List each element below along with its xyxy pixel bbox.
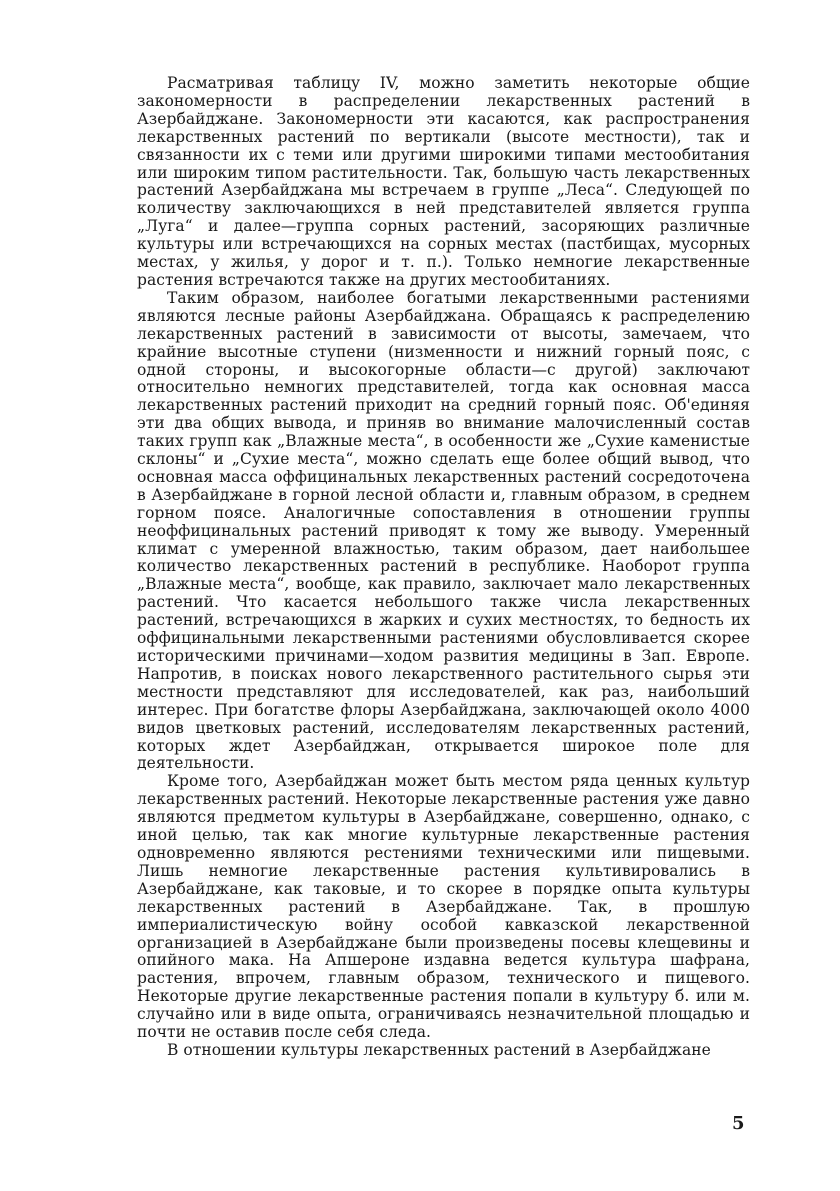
paragraph-3: Кроме того, Азербайджан может быть местом ряда ценных культур лекарственных растений. Некоторые лекарственные растения уже давно являются предметом культуры в Азербайджане, совершенно, однако, с иной целью, так как многие культурные лекарственные растения одновременно являются рестениями техническими или пищевыми. Лишь немногие лекарственные растения культивировались в Азербайджане, как таковые, и то скорее в порядке опыта культуры лекарственных растений в Азербайджане. Так, в прошлую империалистическую войну особой кавказской лекарственной организацией в Азербайджане были произведены посевы клещевины и опийного мака. На Апшероне издавна ведется культура шафрана, растения, впрочем, главным образом, технического и пищевого. Некоторые другие лекарственные растения попали в культуру б. или м. случайно или в виде опыта, ограничиваясь незначительной площадью и почти не оставив после себя следа. bbox=[137, 772, 750, 1042]
paragraph-1: Расматривая таблицу IV, можно заметить некоторые общие закономерности в распределении лекарственных растений в Азербайджане. Закономерности эти касаются, как распространения лекарственных растений по вертикали (высоте местности), так и связанности их с теми или другими широкими типами местообитания или широким типом растительности. Так, большую часть лекарственных растений Азербайджана мы встречаем в группе „Леса“. Следующей по количеству заключающихся в ней представителей является группа „Луга“ и далее—группа сорных растений, засоряющих различные культуры или встречающихся на сорных местах (пастбищах, мусорных местах, у жилья, у дорог и т. п.). Только немногие лекарственные растения встречаются также на других местообитаниях. bbox=[137, 74, 750, 289]
page-text-block bbox=[137, 75, 750, 1060]
page-number: 5 bbox=[732, 1113, 745, 1134]
paragraph-2: Таким образом, наиболее богатыми лекарственными растениями являются лесные районы Азербайджана. Обращаясь к распределению лекарственных растений в зависимости от высоты, замечаем, что крайние высотные ступени (низменности и нижний горный пояс, с одной стороны, и высокогорные области—с другой) заключают относительно немногих представителей, тогда как основная масса лекарственных растений приходит на средний горный пояс. Об'единяя эти два общих вывода, и приняв во внимание малочисленный состав таких групп как „Влажные места“, в особенности же „Сухие каменистые склоны“ и „Сухие места“, можно сделать еще более общий вывод, что основная масса оффицинальных лекарственных растений сосредоточена в Азербайджане в горной лесной области и, главным образом, в среднем горном поясе. Аналогичные сопоставления в отношении группы неоффицинальных растений приводят к тому же выводу. Умеренный климат с умеренной влажностью, таким образом, дает наибольшее количество лекарственных растений в республике. Наоборот группа „Влажные места“, вообще, как правило, заключает мало лекарственных растений. Что касается небольшого также числа лекарственных растений, встречающихся в жарких и сухих местностях, то бедность их оффицинальными лекарственными растениями обусловливается скорее историческими причинами—ходом развития медицины в Зап. Европе. Напротив, в поисках нового лекарственного растительного сырья эти местности представляют для исследователей, как раз, наибольший интерес. При богатстве флоры Азербайджана, заключающей около 4000 видов цветковых растений, исследователям лекарственных растений, которых ждет Азербайджан, открывается широкое поле для деятельности. bbox=[137, 288, 750, 773]
paragraph-4: В отношении культуры лекарственных растений в Азербайджане bbox=[167, 1040, 711, 1059]
